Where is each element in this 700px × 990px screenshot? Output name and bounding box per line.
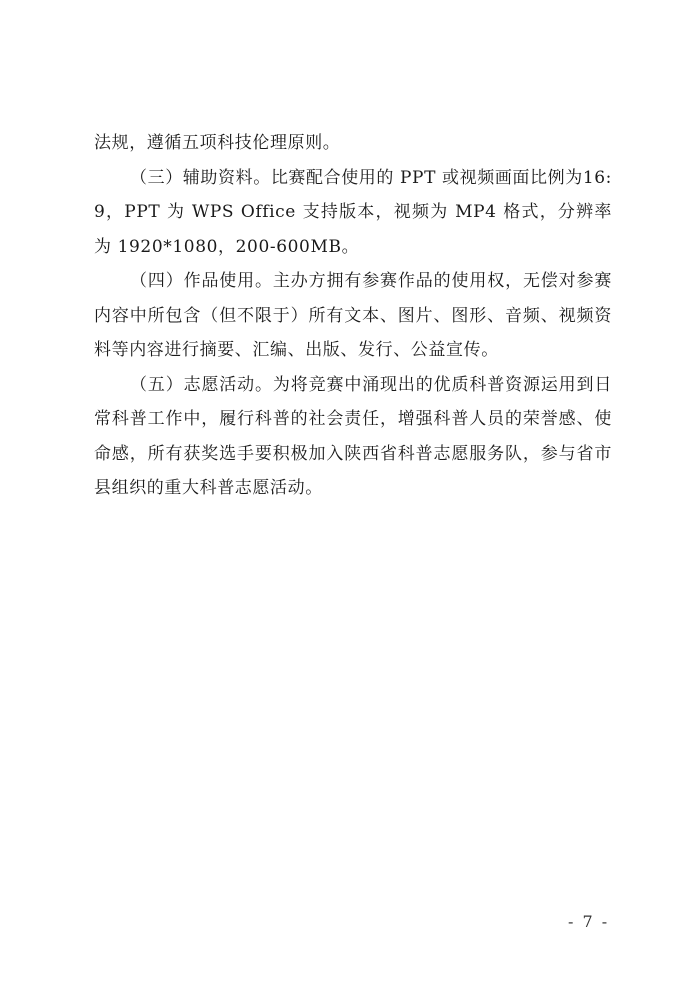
section-heading: （五）志愿活动。	[130, 374, 273, 395]
paragraph-text: 比赛配合使用的 PPT 或视频画面比例为16:9，PPT 为 WPS Office 支持版本，视频为 MP4 格式，分辨率为 1920*1080，200-600MB。	[94, 167, 612, 257]
paragraph-text: 主办方拥有参赛作品的使用权，无偿对参赛内容中所包含（但不限于）所有文本、图片、图形、音频、视频资料等内容进行摘要、汇编、出版、发行、公益宣传。	[94, 271, 612, 360]
paragraph-work-usage	[94, 264, 612, 368]
section-heading: （四）作品使用。	[130, 271, 273, 291]
paragraph-text: 法规，遵循五项科技伦理原则。	[94, 133, 341, 153]
paragraph-continuation	[94, 126, 612, 161]
paragraph-supporting-materials	[94, 161, 612, 265]
paragraph-volunteer-activities	[94, 368, 612, 506]
page-number: - 7 -	[568, 912, 610, 931]
section-heading: （三）辅助资料。	[130, 167, 271, 188]
document-body	[94, 126, 612, 506]
paragraph-text: 为将竞赛中涌现出的优质科普资源运用到日常科普工作中，履行科普的社会责任，增强科普人员的荣誉感、使命感，所有获奖选手要积极加入陕西省科普志愿服务队，参与省市县组织的重大科普志愿活动。	[94, 374, 612, 498]
